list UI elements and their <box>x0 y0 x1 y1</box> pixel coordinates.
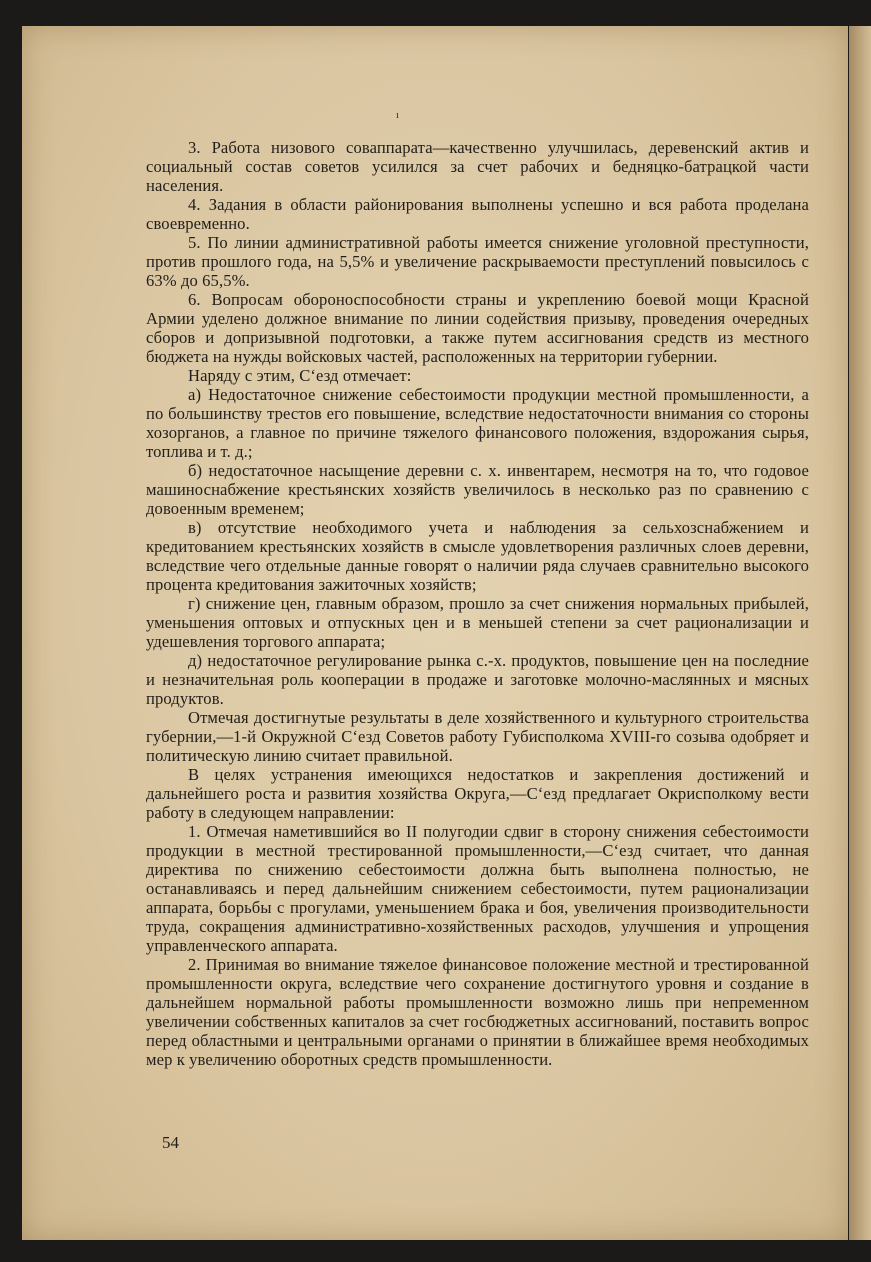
paragraph: 4. Задания в области районирования выполнены успешно и вся работа проделана своевременно. <box>146 195 809 233</box>
paragraph: 6. Вопросам обороноспособности страны и укреплению боевой мощи Красной Армии уделено должное внимание по линии содействия призыву, проведения очередных сборов и допризывной подготовки, а также путем ассигнования средств из местного бюджета на нужды войсковых частей, расположенных на территории губернии. <box>146 290 809 366</box>
ink-mark: ı <box>396 109 400 121</box>
paragraph: Отмечая достигнутые результаты в деле хозяйственного и культурного строительства губернии,—1-й Окружной С‘езд Советов работу Губисполкома XVIII-го созыва одобряет и политическую линию считает правильной. <box>146 708 809 765</box>
paragraph: 1. Отмечая наметившийся во II полугодии сдвиг в сторону снижения себестоимости продукции в местной трестированной промышленности,—С‘езд считает, что данная директива по снижению себестоимости должна быть выполнена полностью, не останавливаясь и перед дальнейшим снижением себестоимости, путем рационализации аппарата, борьбы с прогулами, уменьшением брака и боя, увеличения производительности труда, сокращения административно-хозяйственных расходов, улучшения и упрощения управленческого аппарата. <box>146 822 809 955</box>
paragraph: б) недостаточное насыщение деревни с. х. инвентарем, несмотря на то, что годовое машиноснабжение крестьянских хозяйств увеличилось в несколько раз по сравнению с довоенным временем; <box>146 461 809 518</box>
paragraph: Наряду с этим, С‘езд отмечает: <box>188 366 412 385</box>
page-number: 54 <box>162 1133 179 1152</box>
next-page-edge <box>849 26 871 1240</box>
paragraph: а) Недостаточное снижение себестоимости продукции местной промышленности, а по большинству трестов его повышение, вследствие недостаточности внимания со стороны хозорганов, а главное по причине тяжелого финансового положения, вздорожания сырья, топлива и т. д.; <box>146 385 809 461</box>
paragraph: 5. По линии административной работы имеется снижение уголовной преступности, против прошлого года, на 5,5% и увеличение раскрываемости преступлений повысилось с 63% до 65,5%. <box>146 233 809 290</box>
paragraph: 2. Принимая во внимание тяжелое финансовое положение местной и трестированной промышленности округа, вследствие чего сохранение достигнутого уровня и создание в дальнейшем нормальной работы промышленности возможно лишь при непременном увеличении собственных капиталов за счет госбюджетных ассигнований, поставить вопрос перед областными и центральными органами о принятии в ближайшее время необходимых мер к увеличению оборотных средств промышленности. <box>146 955 809 1069</box>
paragraph: В целях устранения имеющихся недостатков и закрепления достижений и дальнейшего роста и развития хозяйства Округа,—С‘езд предлагает Окрисполкому вести работу в следующем направлении: <box>146 765 809 822</box>
paragraph: 3. Работа низового соваппарата—качественно улучшилась, деревенский актив и социальный состав советов усилился за счет рабочих и бедняцко-батрацкой части населения. <box>146 138 809 195</box>
paragraph: г) снижение цен, главным образом, прошло за счет снижения нормальных прибылей, уменьшения оптовых и отпускных цен и в меньшей степени за счет рационализации и удешевления торгового аппарата; <box>146 594 809 651</box>
paragraph: д) недостаточное регулирование рынка с.-х. продуктов, повышение цен на последние и незначительная роль кооперации в продаже и заготовке молочно-маслянных и мясных продуктов. <box>146 651 809 708</box>
paragraph: в) отсутствие необходимого учета и наблюдения за сельхозснабжением и кредитованием крестьянских хозяйств в смысле удовлетворения различных слоев деревни, вследствие чего отдельные данные говорят о наличии ряда случаев сравнительно высокого процента кредитования зажиточных хозяйств; <box>146 518 809 594</box>
page-text <box>146 138 809 1069</box>
